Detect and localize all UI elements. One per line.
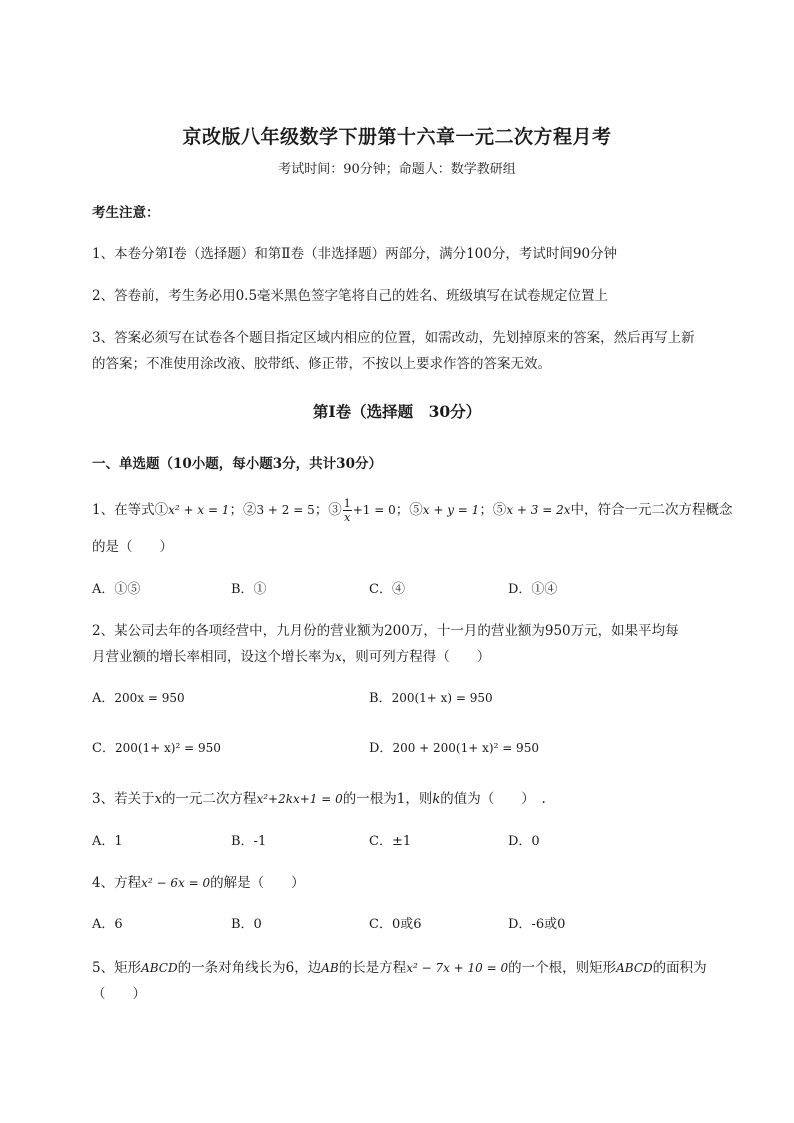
q4-option-b[interactable]: B．0 (231, 917, 262, 932)
q5-post: 的面积为 (652, 960, 707, 976)
q4-option-d[interactable]: D．-6或0 (508, 917, 566, 932)
q3-eq: x²+2kx+1 = 0 (256, 792, 343, 806)
q3-option-c[interactable]: C．±1 (369, 834, 412, 849)
q1-eq-4: x + y = 1 (422, 503, 480, 517)
q1-sep-3: ；⑤ (395, 502, 423, 518)
q2-option-d-label: D． (369, 741, 393, 756)
q2-option-a-label: A． (92, 691, 115, 706)
question-4 (92, 871, 305, 891)
q5-pre: 5、矩形 (92, 960, 142, 976)
q3-var: x (154, 792, 162, 807)
q3-mid: 的一元二次方程 (161, 791, 257, 807)
q2-option-b[interactable] (369, 687, 493, 706)
q2-line2-post: ，则可列方程得（ ） (341, 649, 491, 665)
q4-pre: 4、方程 (92, 875, 142, 891)
q5-mid: 的一条对角线长为6，边 (177, 960, 322, 976)
q5-mid3: 的一个根，则矩形 (508, 960, 617, 976)
q1-fraction (343, 497, 352, 524)
q3-option-d[interactable]: D．0 (508, 834, 540, 849)
q1-option-b[interactable]: B．① (231, 582, 267, 597)
question-5-line-2: （ ） (92, 986, 146, 1002)
question-3 (92, 787, 546, 807)
q4-option-c[interactable]: C．0或6 (369, 917, 422, 932)
exam-subtitle: 考试时间：90分钟；命题人：数学教研组 (278, 162, 516, 177)
q1-eq-2: 3 + 2 = 5 (256, 503, 315, 517)
q1-sep-4: ；⑤ (479, 502, 507, 518)
q4-eq: x² − 6x = 0 (141, 876, 211, 890)
q1-frac-den: x (344, 511, 351, 524)
q2-option-c-eq: 200(1+ x)² = 950 (114, 741, 221, 755)
q5-eq: x² − 7x + 10 = 0 (406, 961, 509, 975)
q3-option-b[interactable]: B．-1 (231, 834, 267, 849)
notice-item-3-line-2: 的答案；不准使用涂改液、胶带纸、修正带，不按以上要求作答的答案无效。 (92, 356, 551, 372)
notice-item-1: 1、本卷分第Ⅰ卷（选择题）和第Ⅱ卷（非选择题）两部分，满分100分，考试时间90分钟 (92, 246, 618, 262)
section-title: 第Ⅰ卷（选择题 30分） (312, 402, 482, 421)
q3-mid2: 的一根为1，则 (342, 791, 433, 807)
q2-option-b-eq: 200(1+ x) = 950 (391, 691, 493, 705)
q3-post: 的值为（ ） . (440, 791, 546, 807)
question-5-line-1 (92, 956, 707, 976)
q1-option-a[interactable]: A．①⑤ (92, 582, 141, 597)
part-heading: 一、单选题（10小题，每小题3分，共计30分） (92, 456, 382, 472)
q5-ab: AB (321, 961, 339, 975)
q5-abcd-2: ABCD (616, 961, 653, 975)
q1-eq-3-rest: +1 = 0 (352, 503, 396, 517)
q5-abcd: ABCD (141, 961, 178, 975)
exam-title: 京改版八年级数学下册第十六章一元二次方程月考 (182, 126, 612, 148)
q5-mid2: 的长是方程 (338, 960, 407, 976)
q1-frac-num: 1 (343, 497, 351, 510)
q3-k: k (432, 792, 441, 807)
notice-item-2: 2、答卷前，考生务必用0.5毫米黑色签字笔将自己的姓名、班级填写在试卷规定位置上 (92, 288, 609, 304)
q1-suffix: 中，符合一元二次方程概念 (570, 502, 733, 518)
q1-option-c[interactable]: C．④ (369, 582, 405, 597)
q1-sep-2: ；③ (314, 502, 342, 518)
q3-pre: 3、若关于 (92, 791, 155, 807)
q1-sep-1: ；② (229, 502, 257, 518)
notice-heading: 考生注意： (92, 205, 160, 221)
q1-eq-5: x + 3 = 2x (506, 503, 571, 517)
q1-option-d[interactable]: D．①④ (508, 582, 558, 597)
q4-post: 的解是（ ） (210, 875, 305, 891)
q3-option-a[interactable]: A．1 (92, 834, 123, 849)
q2-option-d[interactable] (369, 737, 539, 756)
q1-prefix: 1、在等式① (92, 502, 169, 518)
question-1-line-1 (92, 497, 732, 524)
q2-option-a[interactable] (92, 687, 185, 706)
question-2-line-1: 2、某公司去年的各项经营中，九月份的营业额为200万，十一月的营业额为950万元，如果平均每 (92, 623, 679, 639)
q2-option-b-label: B． (369, 691, 392, 706)
q2-option-a-eq: 200x = 950 (114, 691, 185, 705)
q4-option-a[interactable]: A．6 (92, 917, 123, 932)
q2-variable: x (335, 650, 342, 664)
q2-option-d-eq: 200 + 200(1+ x)² = 950 (392, 741, 539, 755)
notice-item-3-line-1: 3、答案必须写在试卷各个题目指定区域内相应的位置，如需改动，先划掉原来的答案，然后再写上新 (92, 330, 695, 346)
question-1-line-2: 的是（ ） (92, 539, 173, 555)
q1-eq-1: x² + x = 1 (168, 503, 230, 517)
q2-line2-pre: 月营业额的增长率相同，设这个增长率为 (92, 649, 335, 665)
q2-option-c[interactable] (92, 737, 221, 756)
question-2-line-2 (92, 645, 490, 665)
q2-option-c-label: C． (92, 741, 115, 756)
